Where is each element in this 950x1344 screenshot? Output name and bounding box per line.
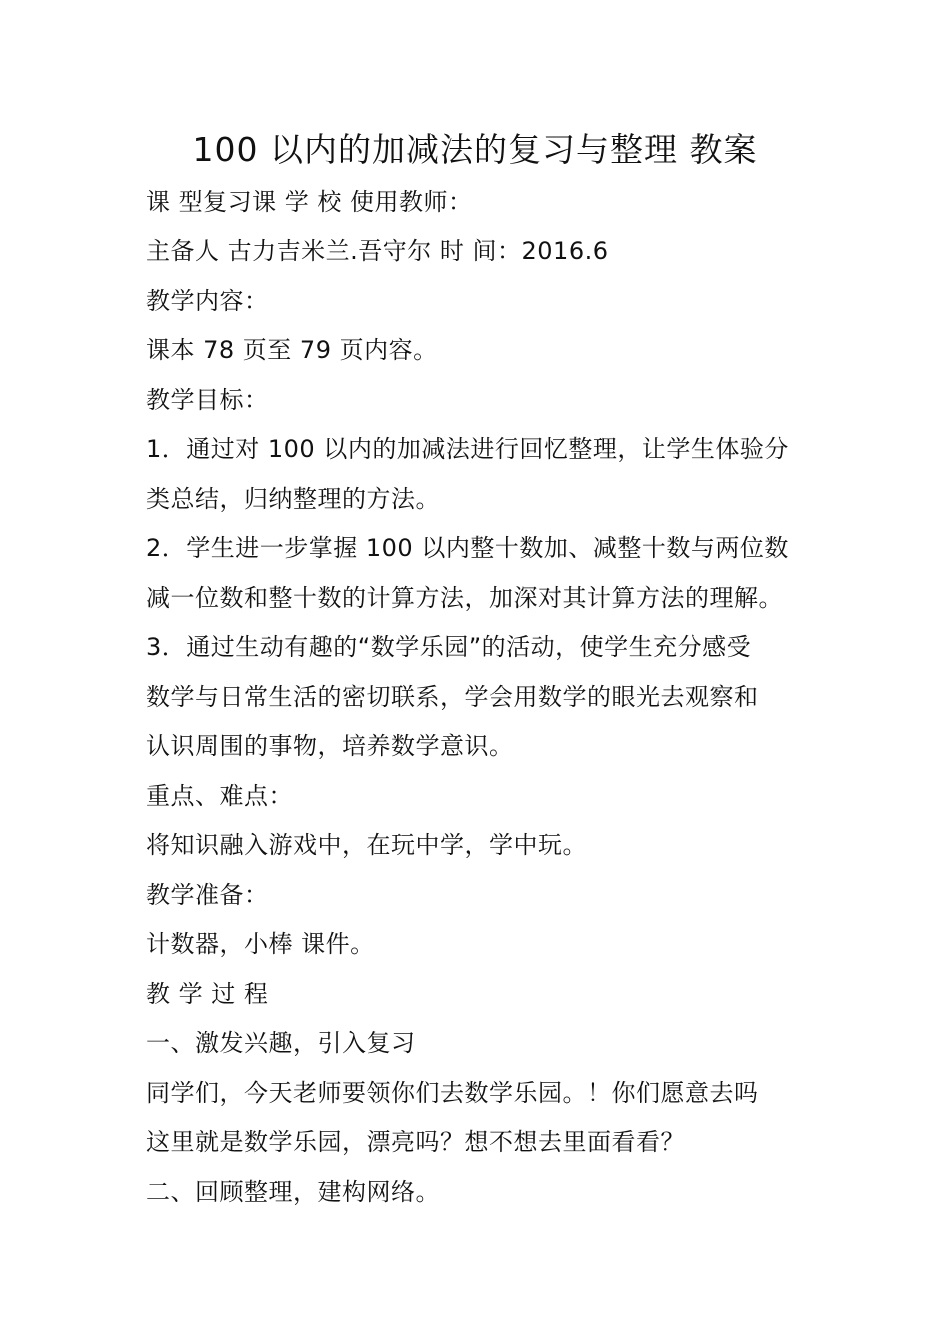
heading-key-points: 重点、难点： xyxy=(146,782,293,810)
goal-1-line-2: 类总结，归纳整理的方法。 xyxy=(146,485,440,513)
goal-3-line-1: 3．通过生动有趣的“数学乐园”的活动，使学生充分感受 xyxy=(146,633,752,661)
paragraph-preparation: 计数器，小棒 课件。 xyxy=(146,930,375,958)
info-line-course-type: 课 型复习课 学 校 使用教师： xyxy=(146,188,473,216)
goal-2-line-2: 减一位数和整十数的计算方法，加深对其计算方法的理解。 xyxy=(146,584,783,612)
section-1-paragraph-line-1: 同学们，今天老师要领你们去数学乐园。！你们愿意去吗 xyxy=(146,1079,759,1107)
heading-teaching-content: 教学内容： xyxy=(146,287,269,315)
section-1-heading: 一、激发兴趣，引入复习 xyxy=(146,1029,416,1057)
goal-2-line-1: 2．学生进一步掌握 100 以内整十数加、减整十数与两位数 xyxy=(146,534,789,562)
heading-preparation: 教学准备： xyxy=(146,881,269,909)
document-title: 100 以内的加减法的复习与整理 教案 xyxy=(192,130,758,169)
section-2-heading: 二、回顾整理，建构网络。 xyxy=(146,1178,440,1206)
heading-teaching-process: 教 学 过 程 xyxy=(146,980,269,1008)
goal-1-line-1: 1．通过对 100 以内的加减法进行回忆整理，让学生体验分 xyxy=(146,435,789,463)
paragraph-key-points: 将知识融入游戏中，在玩中学，学中玩。 xyxy=(146,831,587,859)
heading-teaching-goals: 教学目标： xyxy=(146,386,269,414)
paragraph-teaching-content: 课本 78 页至 79 页内容。 xyxy=(146,336,438,364)
info-line-author-date: 主备人 古力吉米兰.吾守尔 时 间：2016.6 xyxy=(146,237,609,265)
goal-3-line-2: 数学与日常生活的密切联系，学会用数学的眼光去观察和 xyxy=(146,683,759,711)
goal-3-line-3: 认识周围的事物，培养数学意识。 xyxy=(146,732,514,760)
section-1-paragraph-line-2: 这里就是数学乐园，漂亮吗？想不想去里面看看？ xyxy=(146,1128,685,1156)
